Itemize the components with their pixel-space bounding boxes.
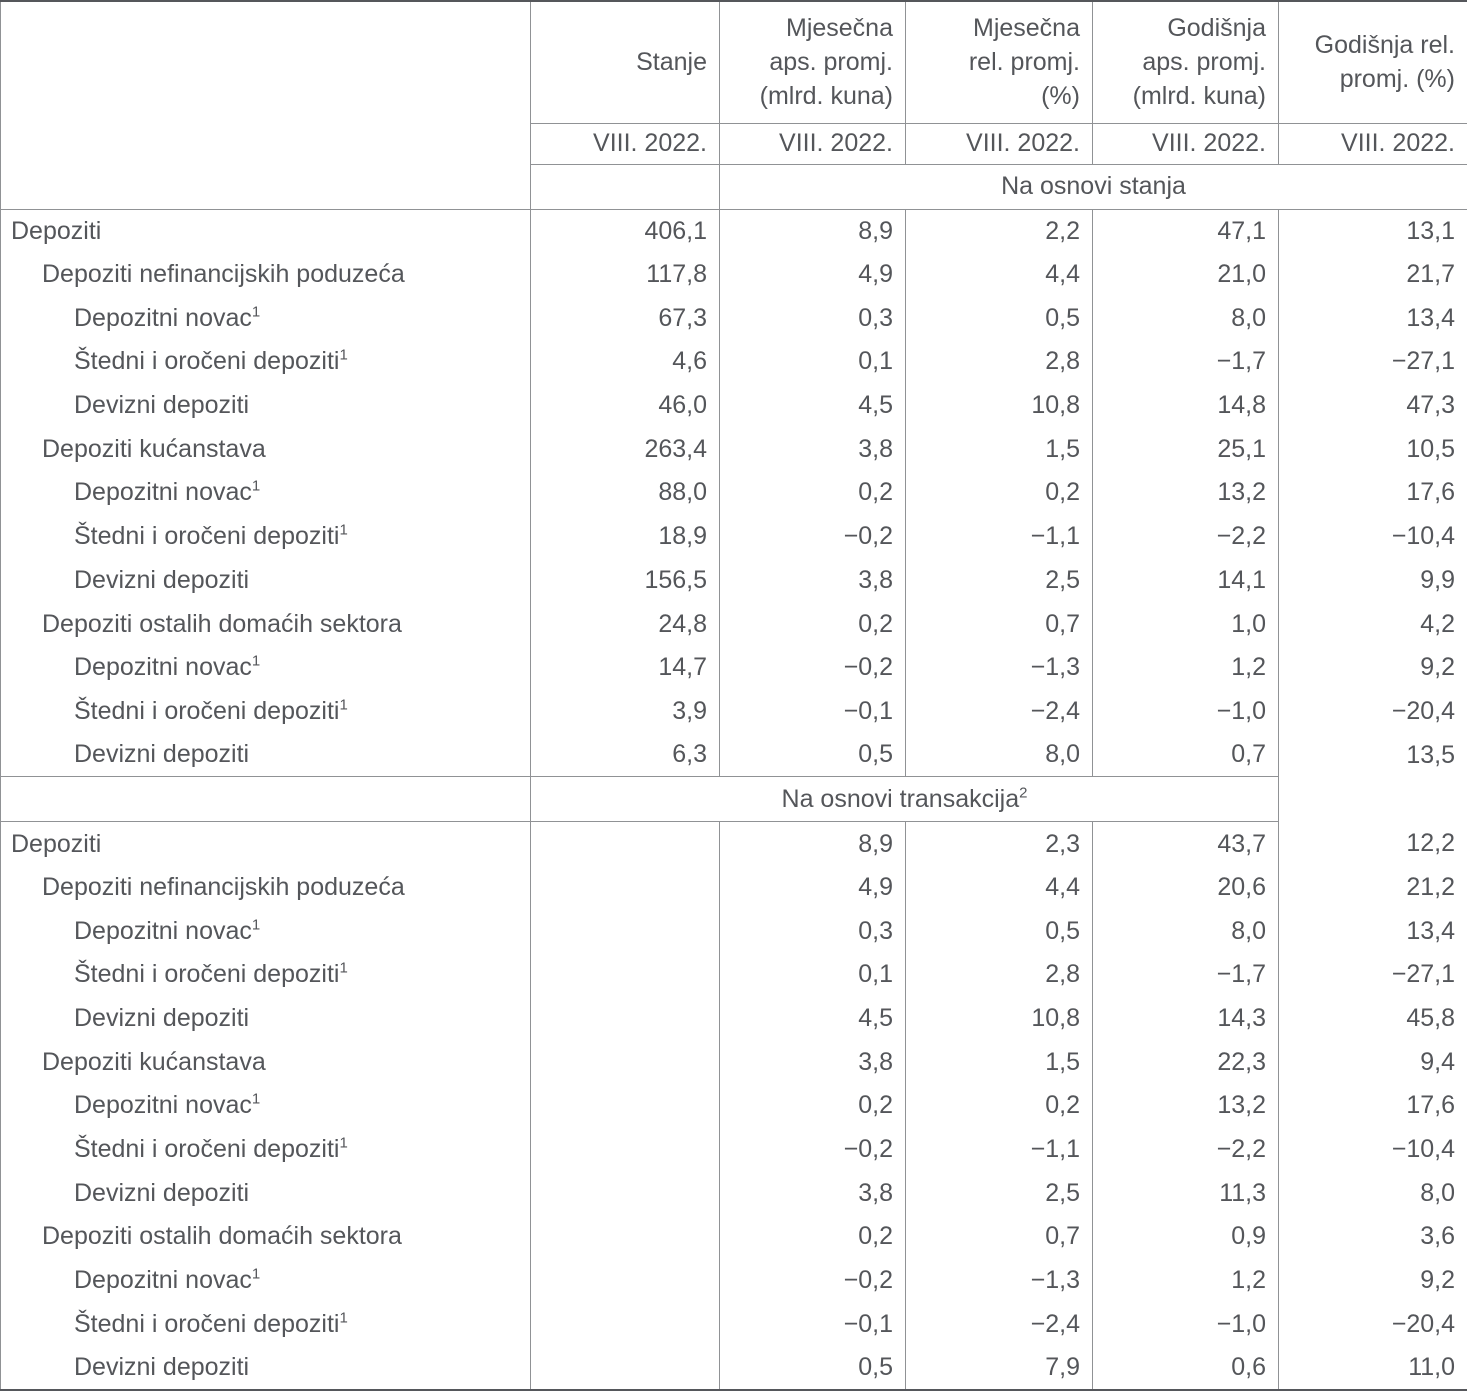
- cell-value: 20,6: [1093, 866, 1279, 910]
- cell-value: [531, 1259, 720, 1303]
- cell-value: [531, 1128, 720, 1172]
- period-cell: VIII. 2022.: [531, 123, 720, 164]
- row-label: [1, 733, 531, 777]
- row-label: [1, 209, 531, 253]
- row-label-text: Depozitni novac: [74, 1091, 252, 1120]
- cell-value: −1,1: [906, 515, 1093, 559]
- col-header-annual-abs: [1093, 1, 1279, 123]
- table-row: [1, 1346, 1467, 1390]
- cell-value: 3,8: [720, 1171, 906, 1215]
- row-label-text: Devizni depoziti: [74, 391, 250, 420]
- table-row: [1, 646, 1467, 690]
- cell-value: 8,0: [1093, 909, 1279, 953]
- row-label-text: Depozitni novac: [74, 653, 252, 682]
- row-label: [1, 384, 531, 428]
- cell-value: 8,9: [720, 822, 906, 866]
- row-label: [1, 1128, 531, 1172]
- section-band-transakcija: [1, 777, 1467, 822]
- row-label: [1, 427, 531, 471]
- cell-value: 17,6: [1279, 471, 1467, 515]
- cell-value: 21,2: [1279, 866, 1467, 910]
- cell-value: −0,2: [720, 1259, 906, 1303]
- cell-value: 3,6: [1279, 1215, 1467, 1259]
- row-label: [1, 953, 531, 997]
- cell-value: 0,5: [906, 296, 1093, 340]
- cell-value: 14,7: [531, 646, 720, 690]
- footnote-marker: 1: [339, 1309, 348, 1327]
- cell-value: 9,4: [1279, 1040, 1467, 1084]
- cell-value: 4,2: [1279, 602, 1467, 646]
- cell-value: −1,0: [1093, 690, 1279, 734]
- row-label-text: Devizni depoziti: [74, 565, 250, 594]
- row-label: [1, 1346, 531, 1390]
- col-header-line: Godišnja rel.: [1314, 31, 1455, 60]
- cell-value: 24,8: [531, 602, 720, 646]
- cell-value: 22,3: [1093, 1040, 1279, 1084]
- cell-value: 0,2: [720, 1084, 906, 1128]
- cell-value: 8,9: [720, 209, 906, 253]
- cell-value: 12,2: [1279, 822, 1467, 866]
- cell-value: 4,9: [720, 866, 906, 910]
- row-label: [1, 866, 531, 910]
- cell-value: [531, 909, 720, 953]
- cell-value: −0,2: [720, 646, 906, 690]
- cell-value: [531, 1084, 720, 1128]
- cell-value: 0,5: [720, 1346, 906, 1390]
- cell-value: 2,8: [906, 340, 1093, 384]
- cell-value: 1,2: [1093, 646, 1279, 690]
- cell-value: [531, 866, 720, 910]
- cell-value: 156,5: [531, 559, 720, 603]
- cell-value: −1,3: [906, 1259, 1093, 1303]
- col-header-monthly-rel: [906, 1, 1093, 123]
- cell-value: 0,7: [906, 602, 1093, 646]
- table-row: [1, 1303, 1467, 1347]
- cell-value: −20,4: [1279, 690, 1467, 734]
- cell-value: −1,3: [906, 646, 1093, 690]
- cell-value: 0,6: [1093, 1346, 1279, 1390]
- cell-value: [531, 1346, 720, 1390]
- cell-value: 13,2: [1093, 1084, 1279, 1128]
- col-header-line: Godišnja: [1167, 14, 1266, 43]
- cell-value: 9,2: [1279, 646, 1467, 690]
- cell-value: 0,7: [1093, 733, 1279, 777]
- band-title: [531, 777, 1279, 822]
- cell-value: 0,2: [906, 471, 1093, 515]
- table-row: [1, 909, 1467, 953]
- row-label: [1, 690, 531, 734]
- col-header-annual-rel: [1279, 1, 1467, 123]
- cell-value: −2,2: [1093, 1128, 1279, 1172]
- col-header-line: (mlrd. kuna): [759, 82, 893, 111]
- cell-value: 2,3: [906, 822, 1093, 866]
- cell-value: −0,1: [720, 690, 906, 734]
- footnote-marker: 1: [251, 916, 261, 934]
- cell-value: 13,4: [1279, 296, 1467, 340]
- row-label: [1, 997, 531, 1041]
- row-label: [1, 1084, 531, 1128]
- header-row-titles: [1, 1, 1467, 123]
- row-label-text: Štedni i oročeni depoziti: [74, 522, 340, 551]
- table-row: [1, 384, 1467, 428]
- footnote-marker: 1: [251, 303, 261, 321]
- col-header-line: Mjesečna: [973, 14, 1080, 43]
- cell-value: 0,7: [906, 1215, 1093, 1259]
- row-label-text: Depoziti nefinancijskih poduzeća: [42, 872, 405, 901]
- row-label-text: Štedni i oročeni depoziti: [74, 1135, 340, 1164]
- cell-value: 0,5: [906, 909, 1093, 953]
- table-row: [1, 209, 1467, 253]
- col-header-line: promj. (%): [1339, 65, 1455, 94]
- row-label-text: Devizni depoziti: [74, 1004, 250, 1033]
- band-title-text: Na osnovi stanja: [1001, 172, 1186, 200]
- cell-value: [531, 1171, 720, 1215]
- cell-value: 0,9: [1093, 1215, 1279, 1259]
- row-label-text: Štedni i oročeni depoziti: [74, 696, 340, 725]
- row-label: [1, 1171, 531, 1215]
- cell-value: 1,5: [906, 427, 1093, 471]
- row-label-text: Devizni depoziti: [74, 1353, 250, 1382]
- col-header-line: aps. promj.: [1142, 48, 1266, 77]
- row-label: [1, 471, 531, 515]
- cell-value: 14,1: [1093, 559, 1279, 603]
- row-label-text: Depoziti: [11, 216, 102, 245]
- row-label: [1, 1259, 531, 1303]
- footnote-marker: 1: [251, 1091, 261, 1109]
- cell-value: 0,3: [720, 296, 906, 340]
- cell-value: 0,1: [720, 953, 906, 997]
- cell-value: 2,8: [906, 953, 1093, 997]
- table-row: [1, 1128, 1467, 1172]
- table-row: [1, 559, 1467, 603]
- row-label: [1, 646, 531, 690]
- cell-value: 2,5: [906, 559, 1093, 603]
- cell-value: 0,2: [720, 471, 906, 515]
- col-header-monthly-abs: [720, 1, 906, 123]
- cell-value: −20,4: [1279, 1303, 1467, 1347]
- cell-value: [531, 822, 720, 866]
- cell-value: 21,7: [1279, 253, 1467, 297]
- cell-value: 14,3: [1093, 997, 1279, 1041]
- table-row: [1, 471, 1467, 515]
- cell-value: −2,4: [906, 690, 1093, 734]
- corner-header-cell: [1, 1, 531, 209]
- cell-value: [531, 953, 720, 997]
- table-row: [1, 1171, 1467, 1215]
- row-label-text: Štedni i oročeni depoziti: [74, 960, 340, 989]
- cell-value: 4,4: [906, 253, 1093, 297]
- period-cell: VIII. 2022.: [720, 123, 906, 164]
- col-header-line: (mlrd. kuna): [1132, 82, 1266, 111]
- cell-value: 4,4: [906, 866, 1093, 910]
- row-label: [1, 296, 531, 340]
- period-cell: VIII. 2022.: [1279, 123, 1467, 164]
- period-cell: VIII. 2022.: [1093, 123, 1279, 164]
- table-row: [1, 953, 1467, 997]
- table-row: [1, 340, 1467, 384]
- cell-value: [531, 997, 720, 1041]
- cell-value: 0,3: [720, 909, 906, 953]
- footnote-marker: 1: [339, 521, 348, 539]
- cell-value: 10,8: [906, 997, 1093, 1041]
- table-row: [1, 733, 1467, 777]
- row-label: [1, 253, 531, 297]
- row-label-text: Depoziti ostalih domaćih sektora: [42, 1222, 402, 1251]
- row-label: [1, 822, 531, 866]
- cell-value: 6,3: [531, 733, 720, 777]
- cell-value: 3,8: [720, 559, 906, 603]
- cell-value: 45,8: [1279, 997, 1467, 1041]
- cell-value: 9,9: [1279, 559, 1467, 603]
- col-header-line: Mjesečna: [786, 14, 893, 43]
- cell-value: 3,8: [720, 427, 906, 471]
- cell-value: 3,8: [720, 1040, 906, 1084]
- cell-value: 2,5: [906, 1171, 1093, 1215]
- cell-value: 3,9: [531, 690, 720, 734]
- row-label-text: Devizni depoziti: [74, 1178, 250, 1207]
- cell-value: 47,1: [1093, 209, 1279, 253]
- col-header-line: Stanje: [636, 48, 707, 77]
- cell-value: −1,0: [1093, 1303, 1279, 1347]
- cell-value: 88,0: [531, 471, 720, 515]
- row-label: [1, 1215, 531, 1259]
- col-header-line: rel. promj.: [968, 48, 1080, 77]
- cell-value: [531, 1040, 720, 1084]
- row-label-text: Štedni i oročeni depoziti: [74, 347, 340, 376]
- cell-value: 13,4: [1279, 909, 1467, 953]
- cell-value: 4,6: [531, 340, 720, 384]
- table-row: [1, 997, 1467, 1041]
- row-label-text: Depozitni novac: [74, 478, 252, 507]
- footnote-marker: 1: [339, 347, 348, 365]
- table-row: [1, 515, 1467, 559]
- period-cell: VIII. 2022.: [906, 123, 1093, 164]
- band-title: [720, 164, 1467, 209]
- row-label: [1, 602, 531, 646]
- cell-value: 8,0: [1279, 1171, 1467, 1215]
- cell-value: 0,2: [720, 1215, 906, 1259]
- cell-value: 4,5: [720, 384, 906, 428]
- row-label: [1, 515, 531, 559]
- cell-value: −0,2: [720, 1128, 906, 1172]
- cell-value: 10,5: [1279, 427, 1467, 471]
- cell-value: −2,4: [906, 1303, 1093, 1347]
- table-row: [1, 1215, 1467, 1259]
- row-label-text: Depoziti: [11, 829, 102, 858]
- table-row: [1, 427, 1467, 471]
- footnote-marker: 1: [339, 960, 348, 978]
- cell-value: −2,2: [1093, 515, 1279, 559]
- cell-value: 9,2: [1279, 1259, 1467, 1303]
- row-label-text: Depoziti nefinancijskih poduzeća: [42, 260, 405, 289]
- cell-value: 8,0: [906, 733, 1093, 777]
- row-label-text: Devizni depoziti: [74, 740, 250, 769]
- table-row: [1, 1084, 1467, 1128]
- col-header-line: aps. promj.: [769, 48, 893, 77]
- cell-value: 13,2: [1093, 471, 1279, 515]
- cell-value: 4,5: [720, 997, 906, 1041]
- table-row: [1, 822, 1467, 866]
- cell-value: 13,1: [1279, 209, 1467, 253]
- cell-value: 17,6: [1279, 1084, 1467, 1128]
- cell-value: 18,9: [531, 515, 720, 559]
- cell-value: 8,0: [1093, 296, 1279, 340]
- cell-value: 1,5: [906, 1040, 1093, 1084]
- cell-value: −27,1: [1279, 953, 1467, 997]
- cell-value: [531, 1303, 720, 1347]
- row-label: [1, 1303, 531, 1347]
- table-row: [1, 253, 1467, 297]
- cell-value: 46,0: [531, 384, 720, 428]
- cell-value: −10,4: [1279, 515, 1467, 559]
- cell-value: 11,0: [1279, 1346, 1467, 1390]
- cell-value: 67,3: [531, 296, 720, 340]
- row-label: [1, 340, 531, 384]
- cell-value: 1,2: [1093, 1259, 1279, 1303]
- footnote-marker: 1: [251, 478, 261, 496]
- cell-value: 0,2: [720, 602, 906, 646]
- cell-value: 13,5: [1279, 733, 1467, 777]
- band-empty-cell: [1, 777, 531, 822]
- table-row: [1, 866, 1467, 910]
- col-header-stanje: [531, 1, 720, 123]
- row-label-text: Depoziti ostalih domaćih sektora: [42, 609, 402, 638]
- cell-value: −1,7: [1093, 340, 1279, 384]
- cell-value: −1,7: [1093, 953, 1279, 997]
- row-label-text: Depoziti kućanstava: [42, 1047, 266, 1076]
- table-row: [1, 1259, 1467, 1303]
- cell-value: 47,3: [1279, 384, 1467, 428]
- cell-value: [531, 1215, 720, 1259]
- band-title-text: Na osnovi transakcija: [781, 784, 1020, 813]
- table-row: [1, 1040, 1467, 1084]
- cell-value: 406,1: [531, 209, 720, 253]
- row-label-text: Depozitni novac: [74, 916, 252, 945]
- footnote-marker: 1: [339, 696, 348, 714]
- cell-value: 14,8: [1093, 384, 1279, 428]
- cell-value: −10,4: [1279, 1128, 1467, 1172]
- footnote-marker: 2: [1019, 784, 1028, 802]
- cell-value: 0,1: [720, 340, 906, 384]
- col-header-line: (%): [1041, 82, 1080, 111]
- row-label: [1, 1040, 531, 1084]
- footnote-marker: 1: [251, 652, 261, 670]
- cell-value: 263,4: [531, 427, 720, 471]
- table-row: [1, 690, 1467, 734]
- cell-value: 10,8: [906, 384, 1093, 428]
- cell-value: 0,2: [906, 1084, 1093, 1128]
- cell-value: 25,1: [1093, 427, 1279, 471]
- cell-value: −0,2: [720, 515, 906, 559]
- cell-value: 43,7: [1093, 822, 1279, 866]
- cell-value: 11,3: [1093, 1171, 1279, 1215]
- cell-value: −27,1: [1279, 340, 1467, 384]
- band-empty-cell: [531, 164, 720, 209]
- cell-value: −1,1: [906, 1128, 1093, 1172]
- cell-value: 4,9: [720, 253, 906, 297]
- cell-value: 1,0: [1093, 602, 1279, 646]
- cell-value: 7,9: [906, 1346, 1093, 1390]
- table-row: [1, 296, 1467, 340]
- row-label: [1, 909, 531, 953]
- table-row: [1, 602, 1467, 646]
- row-label-text: Depozitni novac: [74, 1266, 252, 1295]
- cell-value: 117,8: [531, 253, 720, 297]
- footnote-marker: 1: [251, 1265, 261, 1283]
- cell-value: 21,0: [1093, 253, 1279, 297]
- cell-value: −0,1: [720, 1303, 906, 1347]
- row-label-text: Depozitni novac: [74, 303, 252, 332]
- row-label-text: Depoziti kućanstava: [42, 434, 266, 463]
- footnote-marker: 1: [339, 1134, 348, 1152]
- row-label: [1, 559, 531, 603]
- row-label-text: Štedni i oročeni depoziti: [74, 1309, 340, 1338]
- cell-value: 2,2: [906, 209, 1093, 253]
- cell-value: 0,5: [720, 733, 906, 777]
